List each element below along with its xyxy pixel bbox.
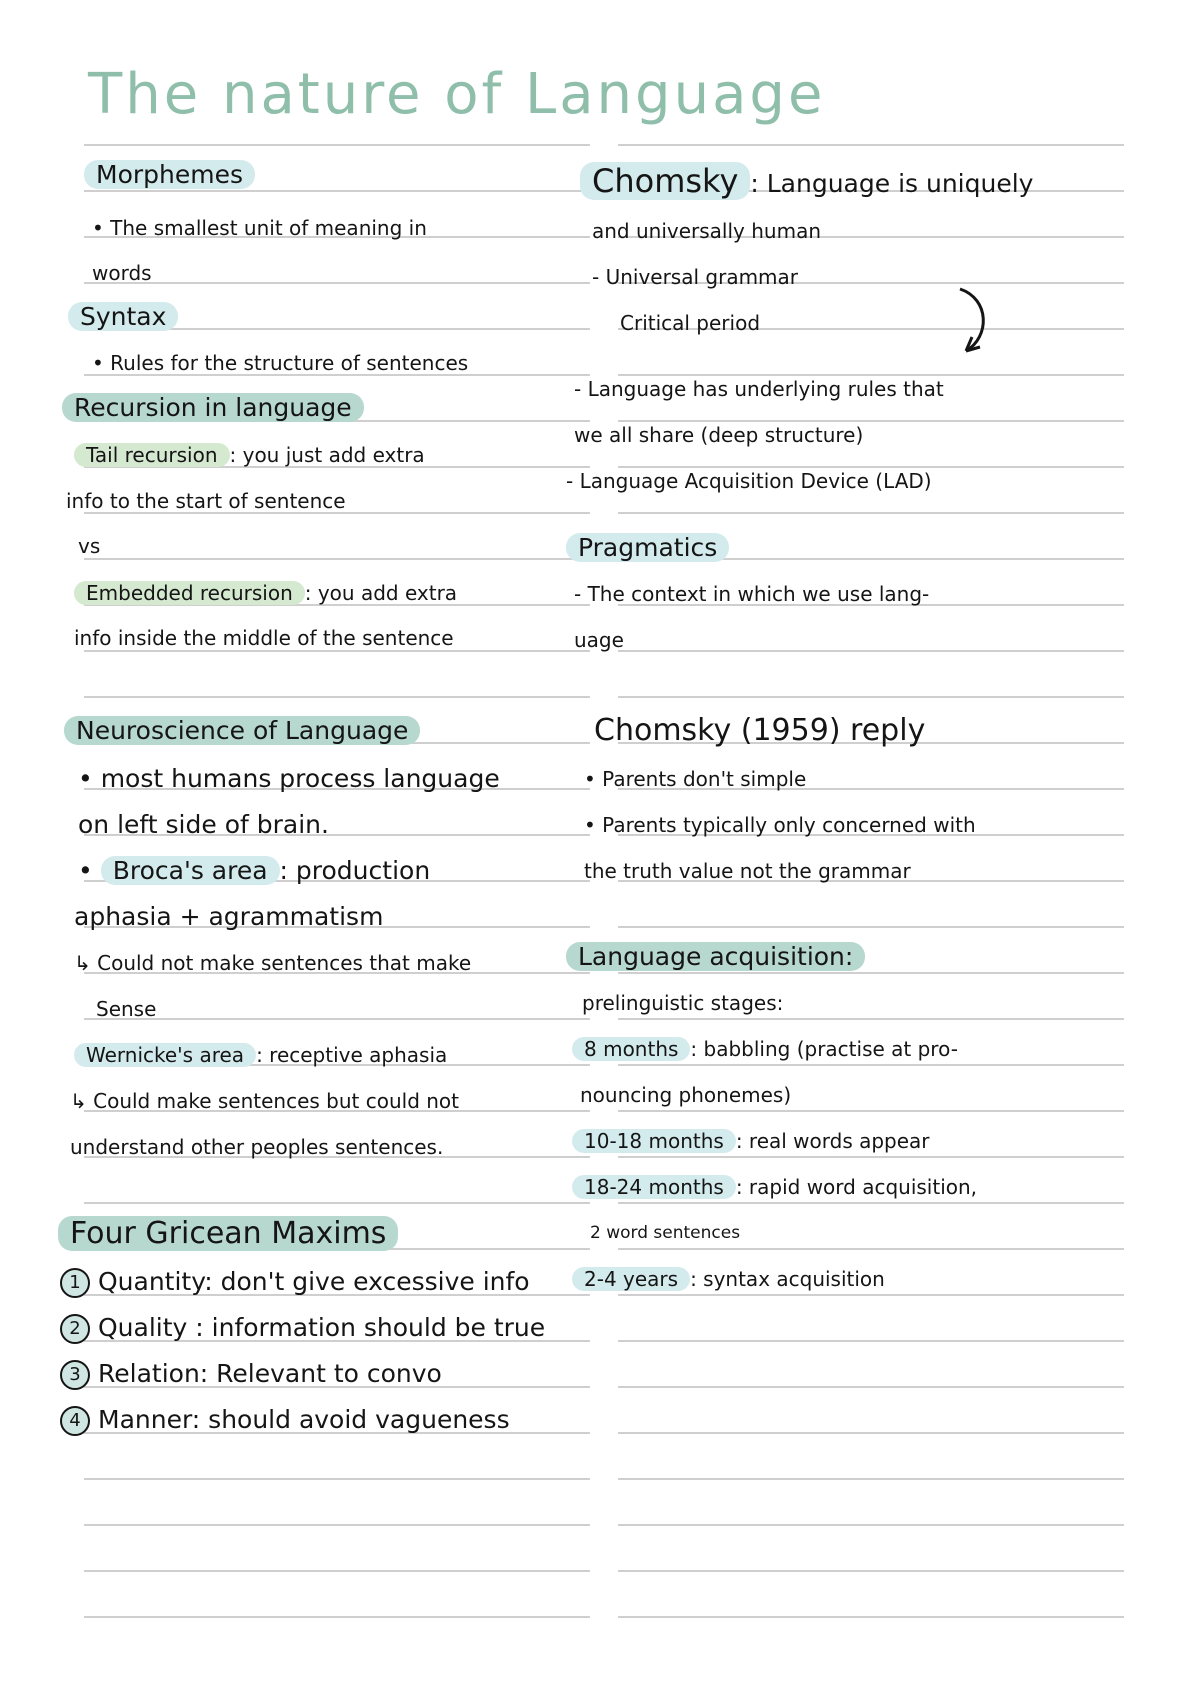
chomsky-def: : Language is uniquely xyxy=(750,169,1034,198)
pragmatics-heading-row xyxy=(566,525,729,571)
tail-recursion-cont: info to the start of sentence xyxy=(66,489,346,513)
stage-row-3 xyxy=(572,1164,977,1210)
embedded-recursion-cont: info inside the middle of the sentence xyxy=(74,626,454,650)
morphemes-line-2: words xyxy=(92,261,152,285)
ruled-line xyxy=(618,1340,1124,1342)
pragmatics-line-2: uage xyxy=(574,628,624,652)
stage-desc-2: : real words appear xyxy=(735,1129,930,1153)
broca-note-1: ↳ Could not make sentences that make xyxy=(74,951,472,975)
ruled-line xyxy=(84,1570,590,1572)
stage-row-4 xyxy=(572,1256,885,1302)
stage-age-1: 8 months xyxy=(572,1037,690,1061)
ruled-line xyxy=(618,1478,1124,1480)
wernicke-term: Wernicke's area xyxy=(74,1043,256,1067)
embedded-recursion-row xyxy=(74,570,457,616)
pragmatics-line-1: - The context in which we use lang- xyxy=(574,582,930,606)
reply-item-1: • Parents don't simple xyxy=(584,767,807,791)
stage-age-2: 10-18 months xyxy=(572,1129,736,1153)
broca-cont: aphasia + agrammatism xyxy=(74,902,384,931)
morphemes-heading-row xyxy=(84,152,255,198)
maxim-text-1: Quantity: don't give excessive info xyxy=(98,1267,530,1296)
embedded-recursion-def: : you add extra xyxy=(304,581,458,605)
ruled-line xyxy=(618,1524,1124,1526)
stage-desc-1: : babbling (practise at pro- xyxy=(690,1037,958,1061)
maxim-number-2: 2 xyxy=(60,1314,90,1344)
reply-item-2: • Parents typically only concerned with xyxy=(584,813,976,837)
ruled-line xyxy=(618,1432,1124,1434)
syntax-heading-row xyxy=(68,294,178,340)
maxim-item-3 xyxy=(60,1351,442,1397)
ruled-line xyxy=(84,1478,590,1480)
reply-heading: Chomsky (1959) reply xyxy=(594,713,926,748)
broca-term: Broca's area xyxy=(101,856,280,885)
morphemes-heading: Morphemes xyxy=(84,160,255,189)
stage-age-4: 2-4 years xyxy=(572,1267,690,1291)
tail-recursion-row xyxy=(74,432,425,478)
ruled-line xyxy=(84,144,590,146)
ruled-line xyxy=(618,650,1124,652)
acquisition-sub: prelinguistic stages: xyxy=(582,991,784,1015)
tail-recursion-def: : you just add extra xyxy=(229,443,425,467)
maxim-number-3: 3 xyxy=(60,1360,90,1390)
maxim-item-4 xyxy=(60,1397,510,1443)
syntax-line-1: • Rules for the structure of sentences xyxy=(92,351,469,375)
chomsky-cont: and universally human xyxy=(592,219,822,243)
ruled-line xyxy=(84,1018,590,1020)
chomsky-row xyxy=(580,158,1033,204)
stage-desc-3: : rapid word acquisition, xyxy=(735,1175,978,1199)
broca-row: • Broca's area : production xyxy=(78,856,431,885)
tail-recursion-term: Tail recursion xyxy=(74,443,230,467)
stage-row-1 xyxy=(572,1026,958,1072)
curved-arrow-icon xyxy=(950,285,1010,365)
chomsky-rules-2: we all share (deep structure) xyxy=(574,423,864,447)
chomsky-lad: - Language Acquisition Device (LAD) xyxy=(566,469,932,493)
ruled-line xyxy=(618,926,1124,928)
chomsky-term: Chomsky xyxy=(580,162,750,200)
stage-cont-1: nouncing phonemes) xyxy=(580,1083,792,1107)
wernicke-def: : receptive aphasia xyxy=(256,1043,448,1067)
neuroscience-line-2: on left side of brain. xyxy=(78,810,329,839)
stage-desc-4: : syntax acquisition xyxy=(690,1267,885,1291)
stage-cont-3: 2 word sentences xyxy=(590,1223,741,1243)
recursion-heading: Recursion in language xyxy=(62,393,364,422)
morphemes-line-1: • The smallest unit of meaning in xyxy=(92,216,427,240)
maxim-item-1 xyxy=(60,1259,530,1305)
ruled-line xyxy=(618,696,1124,698)
acquisition-heading-row xyxy=(566,934,865,980)
broca-note-2: Sense xyxy=(96,997,157,1021)
ruled-line xyxy=(84,558,590,560)
chomsky-item-1: - Universal grammar xyxy=(592,265,799,289)
maxim-number-4: 4 xyxy=(60,1406,90,1436)
ruled-line xyxy=(84,1616,590,1618)
stage-age-3: 18-24 months xyxy=(572,1175,736,1199)
maxim-text-2: Quality : information should be true xyxy=(98,1313,546,1342)
maxims-heading-row xyxy=(58,1211,398,1257)
maxim-text-3: Relation: Relevant to convo xyxy=(98,1359,442,1388)
ruled-line xyxy=(84,696,590,698)
maxim-item-2 xyxy=(60,1305,545,1351)
ruled-line xyxy=(84,1524,590,1526)
stage-row-2 xyxy=(572,1118,930,1164)
ruled-line xyxy=(84,1202,590,1204)
pragmatics-heading: Pragmatics xyxy=(566,533,729,562)
ruled-line xyxy=(618,1570,1124,1572)
chomsky-item-2: Critical period xyxy=(620,311,761,335)
ruled-line xyxy=(618,144,1124,146)
page-title: The nature of Language xyxy=(88,62,826,127)
reply-item-3: the truth value not the grammar xyxy=(584,859,911,883)
maxim-text-4: Manner: should avoid vagueness xyxy=(98,1405,510,1434)
ruled-line xyxy=(618,1386,1124,1388)
syntax-heading: Syntax xyxy=(68,302,178,331)
chomsky-rules-1: - Language has underlying rules that xyxy=(574,377,944,401)
embedded-recursion-term: Embedded recursion xyxy=(74,581,305,605)
wernicke-note-2: understand other peoples sentences. xyxy=(70,1135,444,1159)
wernicke-row xyxy=(74,1032,447,1078)
recursion-vs: vs xyxy=(78,534,101,558)
maxim-number-1: 1 xyxy=(60,1268,90,1298)
maxims-heading: Four Gricean Maxims xyxy=(58,1216,398,1251)
broca-def: : production xyxy=(279,856,431,885)
ruled-line xyxy=(618,1616,1124,1618)
acquisition-heading: Language acquisition: xyxy=(566,942,865,971)
ruled-line xyxy=(618,512,1124,514)
wernicke-note-1: ↳ Could make sentences but could not xyxy=(70,1089,460,1113)
neuroscience-heading: Neuroscience of Language xyxy=(64,716,420,745)
neuroscience-line-1: • most humans process language xyxy=(78,764,500,793)
ruled-line xyxy=(84,282,590,284)
recursion-heading-row xyxy=(62,385,364,431)
neuroscience-heading-row xyxy=(64,708,420,754)
